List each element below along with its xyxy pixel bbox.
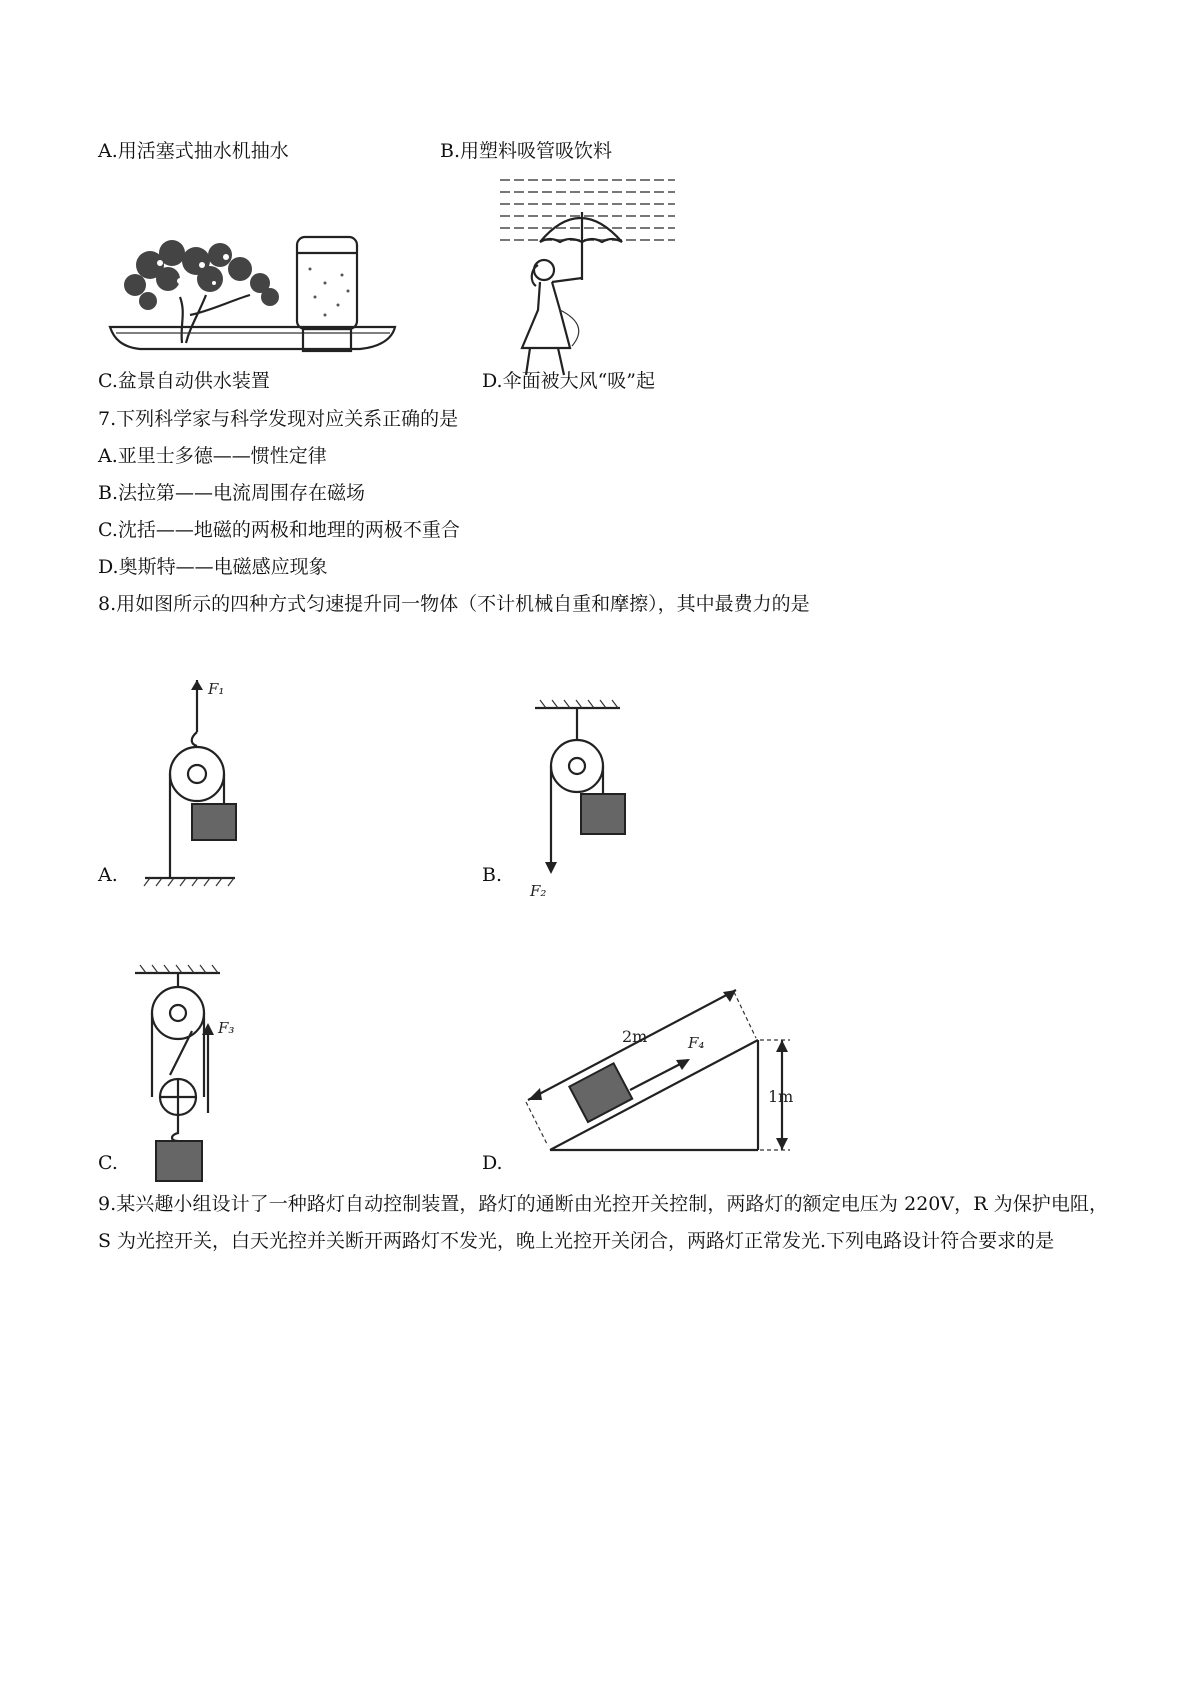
q8-option-b-label: B. [482,864,503,886]
q6-option-d: D.伞面被大风“吸”起 [482,370,656,392]
movable-pulley-figure-a [140,680,270,920]
fixed-pulley-figure-b [530,700,650,920]
force-label-f2: F₂ [530,882,547,900]
incline-figure-d [520,960,820,1170]
q7-option-b: B.法拉第——电流周围存在磁场 [98,482,366,504]
umbrella-wind-figure [500,170,680,380]
q9-stem: 9.某兴趣小组设计了一种路灯自动控制装置，路灯的通断由光控开关控制，两路灯的额定电压为 220V，R 为保护电阻，S 为光控开关，白天光控并关断开两路灯不发光，晚上光控开关闭合，两路灯正常发光.下列电路设计符合要求的是 [98,1193,1108,1252]
force-label-f3: F₃ [218,1019,235,1037]
force-label-f4: F₄ [688,1034,705,1052]
q6-option-c: C.盆景自动供水装置 [98,370,270,392]
q8-stem: 8.用如图所示的四种方式匀速提升同一物体（不计机械自重和摩擦），其中最费力的是 [98,593,810,615]
q7-option-a: A.亚里士多德——惯性定律 [98,445,327,467]
q6-option-b: B.用塑料吸管吸饮料 [440,140,613,162]
q8-option-d-label: D. [482,1152,503,1174]
q7-option-c: C.沈括——地磁的两极和地理的两极不重合 [98,519,460,541]
force-label-f1: F₁ [208,680,225,698]
q6-option-a: A.用活塞式抽水机抽水 [98,140,289,162]
q8-option-a-label: A. [98,864,118,886]
pulley-block-figure-c [130,965,240,1205]
q7-option-d: D.奥斯特——电磁感应现象 [98,556,328,578]
q8-option-c-label: C. [98,1152,118,1174]
q7-stem: 7.下列科学家与科学发现对应关系正确的是 [98,408,459,430]
bonsai-water-supply-figure [110,235,430,385]
incline-height-label: 1m [768,1087,794,1106]
incline-length-label: 2m [622,1027,648,1046]
